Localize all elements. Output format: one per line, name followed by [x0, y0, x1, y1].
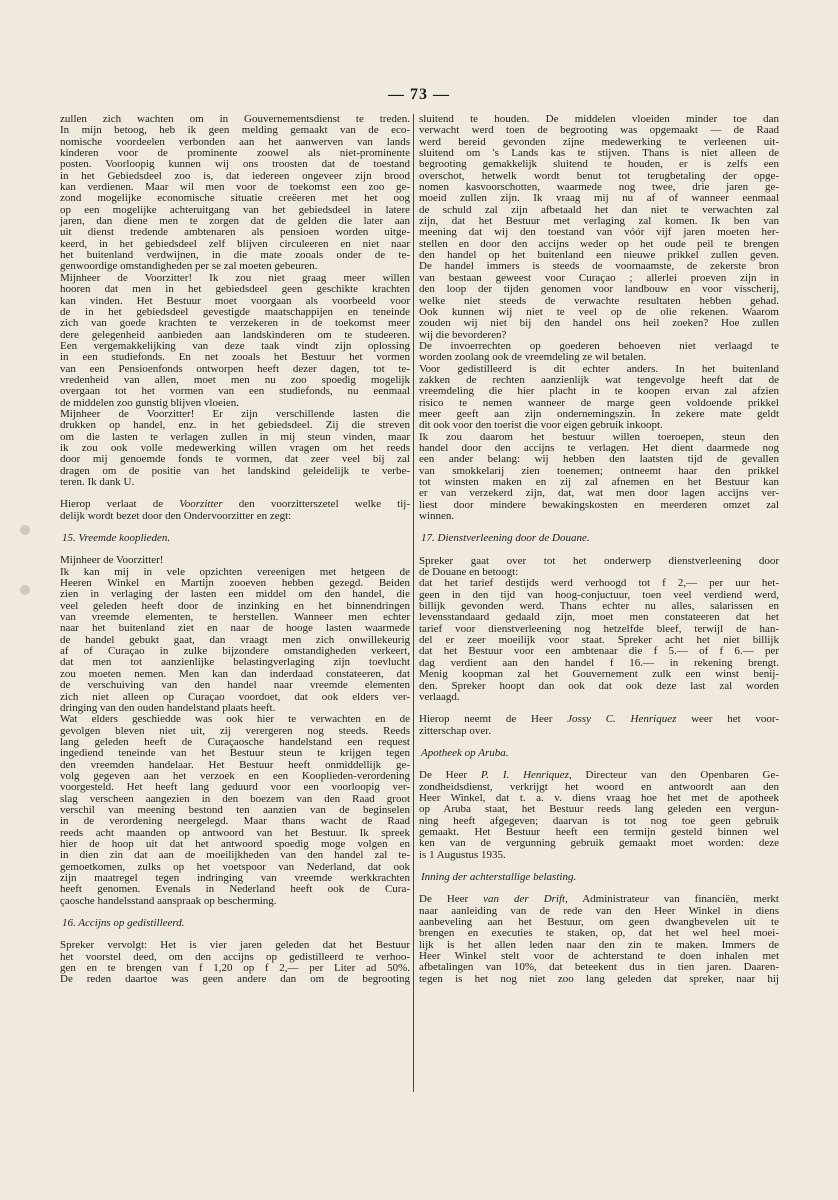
text-line: sluitend om 's Lands kas te stijven. Thans is niet alleen de — [419, 147, 779, 160]
text-line: voorgesteld. Het heeft lang geduurd voor een voorloopig ver- — [60, 781, 410, 794]
text-line: de verschuiving van den handel naar vreemde elementen — [60, 679, 410, 692]
text-line: sluitend te houden. De middelen vloeiden minder toe dan — [419, 113, 779, 125]
text-line: van smokkelarij zien toenemen; ontneemt haar den prikkel — [419, 464, 779, 477]
text-line: uit dienst tredende ambtenaren als pensioen worden uitge- — [60, 226, 410, 239]
text-line: zondheidsdienst, verkrijgt het woord en antwoordt aan den — [419, 780, 779, 793]
text-line: De Heer P. I. Henriquez, Directeur van den Openbaren Ge- — [419, 769, 780, 782]
text-line: Ook kunnen wij niet te veel op de olie rekenen. Waarom — [419, 305, 779, 318]
text-line: Heer Winkel stelt voor de achterstand te doen inhalen met — [419, 950, 779, 963]
text-line: verschil van meening bestond ten aanzien van de beginselen — [60, 803, 410, 816]
text-line: aanbeveling aan het Bestuur, om geen dwangbevelen uit te — [419, 916, 779, 928]
text-line: Heeren Winkel en Martijn zooeven hebben gezegd. Beiden — [60, 577, 410, 590]
text-line: de middelen zoo gunstig blijven vloeien. — [60, 396, 240, 409]
text-line: kan verdienen. Maar wil men voor de toekomst een zoo ge- — [60, 181, 410, 194]
text-line: Voor gedistilleerd is dit echter anders. In het buitenland — [419, 362, 779, 375]
text-line: De handel immers is steeds de voornaamste, de zekerste bron — [419, 260, 779, 273]
text-line: De Heer van der Drift, Administrateur van financiën, merkt — [419, 893, 779, 906]
text-line: van bestaan geweest voor Curaçao ; allerlei proeven zijn in — [419, 271, 779, 284]
text-line: levensstandaard gedaald zijn, moet men constateeren dat het — [419, 611, 779, 624]
text-line: de handel gebukt gaat, dan vraagt men zich onwillekeurig — [60, 633, 410, 646]
text-line: hier de hoop uit dat het antwoord spoedig moge volgen en — [60, 837, 410, 850]
text-line: Een vergemakkelijking van deze taak vindt zijn oplossing — [60, 339, 410, 352]
text-line: in een studiefonds. En net zooals het Bestuur het vormen — [60, 351, 410, 364]
text-line: naar aanleiding van de rede van den Heer Winkel in diens — [419, 904, 779, 917]
text-line: den. Spreker hoopt dan ook dat ook deze last zal worden — [419, 679, 779, 692]
text-line: gemoetkomen, zulks op het voetspoor van Nederland, dat ook — [60, 860, 410, 873]
section-heading: Apotheek op Aruba. — [421, 746, 509, 759]
text-line: om die lasten te verlagen zullen in mij steun vinden, maar — [60, 430, 410, 443]
text-line: lijk is het allen leden naar den zin te maken. Immers de — [419, 938, 779, 951]
text-line: den loop der tijden genomen voor landbouw en voor visscherij, — [419, 283, 779, 296]
text-line: De reden daartoe was geen andere dan om de begrooting — [60, 973, 410, 986]
text-line: Hierop verlaat de Voorzitter den voorzitterszetel welke tij- — [60, 498, 410, 511]
text-line: worden zoolang ook de vreemdeling ze wil betalen. — [419, 351, 647, 364]
text-line: del er zeer moeilijk voor staat. Spreker acht het niet billijk — [419, 634, 779, 647]
text-line: handel door den accijns te verlagen. Het dient daarmede nog — [419, 441, 779, 454]
text-line: drukken op handel, enz. in het gebiedsdeel. Zij die streven — [60, 419, 410, 432]
text-line: zou moeten nemen. Men kan dan inderdaad constateeren, dat — [60, 667, 410, 680]
text-line: lang geleden heeft de Curaçaosche handelstand een request — [60, 735, 410, 748]
text-line: meer geeft aan zijn ondernemingszin. In zekere mate geldt — [419, 407, 779, 420]
text-line: Mijnheer de Voorzitter! Ik zou niet graag meer willen — [60, 271, 410, 284]
text-line: nomen kasvoorschotten, waarmede nog twee, drie jaren ge- — [419, 181, 779, 194]
text-line: van een Pensioenfonds ontworpen heeft dezer dagen, tot te- — [60, 362, 410, 375]
text-line: dringing van den ouden handelstand plaats heeft. — [60, 701, 276, 714]
text-line: billijk gevonden werd. Thans echter nu alles, salarissen en — [419, 600, 779, 613]
text-line: een ander belang: wij hebben den laatsten tijd de gevallen — [419, 453, 779, 466]
text-line: zijn maatregel tegen indringing van vreemde werkkrachten — [60, 872, 410, 884]
text-line: veel geleden heeft door de inzinking en het binnendringen — [60, 599, 410, 612]
text-line: zullen zich wachten om in Gouvernementsdienst te treden. — [60, 113, 410, 125]
text-line: volg gegeven aan het verzoek en een Kooplieden-verordening — [60, 769, 410, 782]
text-line: verwacht werd toen de begrooting was opgemaakt — de Raad — [419, 124, 779, 137]
text-line: brengen en executies te staken, op, dat het wel heel moei- — [419, 927, 779, 940]
text-line: stellen en door den accijns weder op het oude peil te brengen — [419, 237, 779, 250]
text-line: çaosche handelsstand aanspraak op bescherming. — [60, 894, 277, 907]
text-line: slag verscheen aangezien in den boezem van den Raad groot — [60, 792, 410, 805]
text-line: geen in den tijd van hoog-conjuctuur, toen veel verdiend werd, — [419, 588, 779, 601]
text-line: welke niet steeds de verwachte resultaten hebben gehad. — [419, 294, 779, 307]
text-line: kinderen voor de prominente zoowel als niet-prominente — [60, 147, 410, 160]
page-number: — 73 — — [388, 86, 450, 103]
text-line: dat men tot aanzienlijke belastingverlaging zijn toevlucht — [60, 656, 410, 669]
right-column — [419, 114, 779, 985]
text-line: af of Curaçao in zulke bijzondere omstandigheden verkeert, — [60, 645, 410, 658]
text-line: risico te nemen wanneer de marge geen voldoende prikkel — [419, 396, 779, 409]
text-line: hooren dat men in het gebiedsdeel geen geschikte krachten — [60, 283, 410, 296]
text-line: Spreker gaat over tot het onderwerp dienstverleening door — [419, 554, 779, 567]
column-divider — [413, 114, 414, 1092]
section-heading: Inning der achterstallige belasting. — [421, 870, 577, 883]
text-line: gevolgen bleven niet uit, zij verergeren nog steeds. Reeds — [60, 724, 410, 737]
text-line: op Aruba staat, het Bestuur reeds lang geleden een vergun- — [419, 803, 779, 816]
text-line: dat het tarief destijds werd verhoogd tot f 2,— per uur het- — [419, 577, 779, 590]
text-line: Spreker vervolgt: Het is vier jaren geleden dat het Bestuur — [60, 939, 410, 952]
text-line: zitterschap over. — [419, 724, 492, 737]
section-heading: 17. Dienstverleening door de Douane. — [421, 532, 590, 545]
text-line: reeds acht maanden op antwoord van het Bestuur. Ik spreek — [60, 826, 410, 839]
text-line: door mij genoemde fonds te vormen, dat zeer veel bij zal — [60, 453, 410, 466]
text-line: den handel op het buitenland een nieuwe prikkel zullen geven. — [419, 249, 779, 262]
text-line: overgaan tot het vormen van een studiefonds, nu eenmaal — [60, 385, 410, 398]
text-line: teren. Ik dank U. — [60, 476, 135, 488]
text-line: verlaagd. — [419, 690, 460, 703]
text-line: winnen. — [419, 510, 455, 523]
text-line: is 1 Augustus 1935. — [419, 848, 506, 861]
text-line: vreemdeling die hier placht in te koopen ervan zal afzien — [419, 385, 779, 398]
text-line: dat het Bestuur voor een ambtenaar die f 5.— of f 6.— per — [419, 645, 779, 658]
text-line: op een mogelijke achteruitgang van het gebiedsdeel in latere — [60, 203, 410, 216]
text-line: het voorstel deed, om den accijns op gedistilleerd te verhoo- — [60, 950, 410, 963]
text-line: tegen is het nog niet zoo lang geleden dat spreker, naar hij — [419, 972, 779, 985]
text-line: gemaakt. Het Bestuur heeft een termijn gesteld binnen wel — [419, 825, 779, 838]
text-line: ingediend teneinde van het Bestuur steun te krijgen tegen — [60, 747, 410, 760]
text-line: de in het gebiedsdeel gevestigde maatschappijen en teneinde — [60, 305, 410, 318]
text-line: tarief voor dienstverleening nog hetzelfde bleef, terwijl de han- — [419, 622, 779, 635]
text-line: Ik kan mij in vele opzichten vereenigen met hetgeen de — [60, 565, 410, 578]
text-line: Menig koopman zal het Gouvernement zulk een winst benij- — [419, 668, 779, 681]
text-line: zien in verlaging der lasten een middel om den handel, die — [60, 588, 410, 601]
text-line: kan vinden. Het Bestuur moet voorgaan als voorbeeld voor — [60, 294, 410, 307]
text-line: van vreemde elementen, te herstellen. Wanneer men echter — [60, 611, 410, 624]
text-line: in dien zin dat aan de moeilijkheden van den handel zal te- — [60, 849, 410, 862]
text-line: dragen om de positie van het landskind geleidelijk te verbe- — [60, 464, 410, 477]
text-line: delijk wordt bezet door den Ondervoorzitter en zegt: — [60, 509, 292, 522]
text-line: overschot, hetwelk wordt benut tot terugbetaling der opge- — [419, 169, 779, 182]
text-line: Wat elders geschiedde was ook hier te verwachten en de — [60, 713, 410, 726]
section-heading: 15. Vreemde kooplieden. — [62, 532, 171, 545]
text-line: afbetalingen van 10%, dat beteekent dus in tien jaren. Daaren- — [419, 961, 779, 974]
text-line: dit ook voor den toerist die voor eigen gebruik inkoopt. — [419, 419, 663, 432]
text-line: Mijnheer de Voorzitter! — [60, 554, 164, 567]
text-line: ning heeft afgegeven; daarvan is tot nog toe geen gebruik — [419, 814, 779, 827]
left-column — [60, 114, 410, 986]
text-line: zich niet alleen op Curaçao voordoet, dat ook elders ver- — [60, 690, 410, 703]
text-line: heeft genomen. Evenals in Nederland heeft ook de Cura- — [60, 883, 410, 896]
text-line: de schuld zal zijn afbetaald het dan niet te verwachten zal — [419, 203, 779, 216]
text-line: de Douane en betoogt: — [419, 566, 519, 579]
text-line: posten. Voorloopig kunnen wij ons troosten dat de toestand — [60, 158, 410, 171]
text-line: nomische voordeelen verbonden aan het aanwerven van lands — [60, 135, 410, 148]
text-line: genwoordige omstandigheden per se zal moeten gebeuren. — [60, 260, 318, 273]
text-line: De invoerrechten op goederen behoeven niet verlaagd te — [419, 339, 779, 352]
text-line: meening dat wij den toestand van vóór vijf jaren moeten her- — [419, 226, 779, 239]
text-line: begrooting gemakkelijk sluitend te houden, er is zelfs een — [419, 158, 779, 171]
text-line: er van verzekerd zijn, dat, wat men door lagen accijns ver- — [419, 487, 779, 500]
text-line: ik zou ook volle medewerking willen vragen om het reeds — [60, 441, 410, 454]
text-line: ken van de vergunning gebruik gemaakt moet worden: deze — [419, 837, 779, 850]
text-line: Heer Winkel, dat t. a. v. diens vraag hoe het met de apotheek — [419, 791, 779, 804]
text-line: jaren, dan diene men te zorgen dat de gelden die later aan — [60, 215, 410, 228]
text-line: naar het buitenland ziet en naar de hooge lasten waarmede — [60, 622, 410, 635]
text-line: dere gelegenheid aanbieden aan landskinderen om te studeeren. — [60, 328, 410, 341]
text-line: zond mogelijke economische situatie creëeren met het oog — [60, 192, 410, 205]
text-line: het buitenland verdwijnen, in die mate zooals onder de te- — [60, 249, 410, 262]
text-line: liest door mindere bewakingskosten en meerderen omzet zal — [419, 498, 779, 511]
text-line: den vreemden handelaar. Het Bestuur heeft onmiddellijk ge- — [60, 758, 410, 771]
text-line: dag verdient aan den handel f 16.— in rekening brengt. — [419, 656, 779, 669]
text-line: zouden wij niet bij den handel ons heil zoeken? Hoe zullen — [419, 317, 779, 330]
section-heading: 16. Accijns op gedistilleerd. — [62, 917, 185, 930]
text-line: gen en te brengen van f 1,20 op f 2,— per Liter ad 50%. — [60, 962, 410, 975]
text-line: Ik zou daarom het bestuur willen toeroepen, steun den — [419, 430, 779, 443]
text-line: zakken de rechten aanzienlijk wat tengevolge heeft dat de — [419, 373, 779, 386]
text-line: in de verordening neergelegd. Maar thans wacht de Raad — [60, 815, 410, 828]
text-line: wij die bevorderen? — [419, 328, 507, 341]
text-line: zijn, dat het Bestuur met verlaging zal komen. Ik ben van — [419, 215, 779, 228]
text-line: werd bereid gevonden zijne medewerking te verleenen uit- — [419, 135, 779, 148]
binder-hole — [20, 585, 30, 595]
text-line: Hierop neemt de Heer Jossy C. Henriquez weer het voor- — [419, 713, 779, 726]
text-line: keerd, in het gebiedsdeel zelf blijven circuleeren en niet naar — [60, 237, 410, 250]
text-line: in het Gebiedsdeel zoo is, dat iedereen ongeveer zijn brood — [60, 169, 410, 182]
text-line: vredenheid van allen, moet men nu zoo spoedig mogelijk — [60, 373, 410, 386]
text-line: moeid zullen zijn. Ik vraag mij nu af of wanneer eenmaal — [419, 192, 779, 205]
text-line: zich van goede krachten te verzekeren in de toekomst meer — [60, 317, 410, 330]
text-line: tot winsten maken en zij zal afnemen en het Bestuur kan — [419, 476, 779, 488]
text-line: In mijn betoog, heb ik geen melding gemaakt van de eco- — [60, 124, 410, 137]
binder-hole — [20, 525, 30, 535]
text-line: Mijnheer de Voorzitter! Er zijn verschillende lasten die — [60, 407, 410, 420]
